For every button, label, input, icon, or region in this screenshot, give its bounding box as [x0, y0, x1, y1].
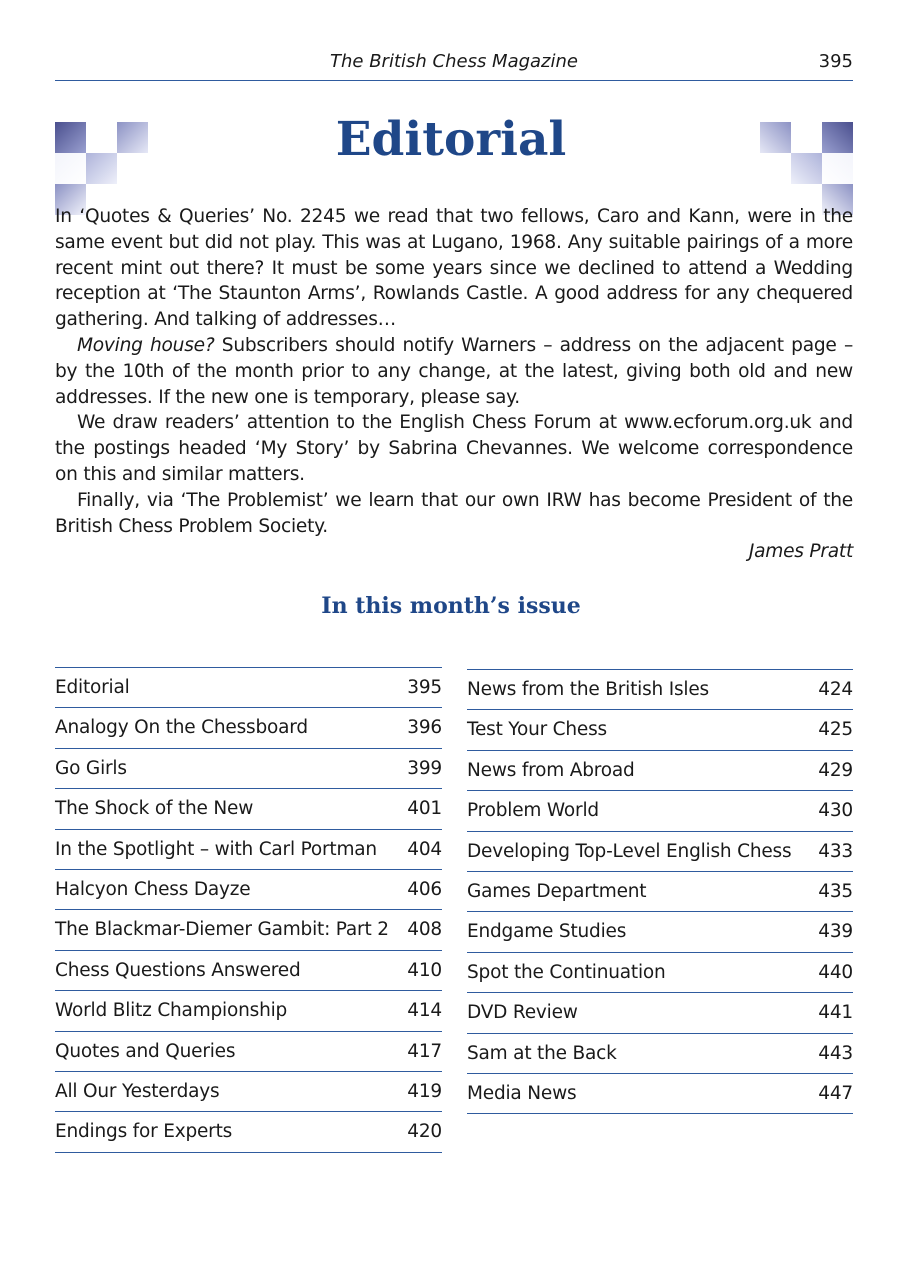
editorial-paragraph: In ‘Quotes & Queries’ No. 2245 we read that two fellows, Caro and Kann, were in the same event but did not play. This was at Lugano, 1968. Any suitable pairings of a more recent mint out there? It must be some years since we declined to attend a Wedding reception at ‘The Staunton Arms’, Rowlands Castle. A good address for any chequered gathering. And talking of addresses…: [55, 206, 853, 331]
toc-row[interactable]: [467, 670, 853, 710]
toc-page: 419: [407, 1080, 442, 1102]
toc-row[interactable]: [467, 872, 853, 912]
toc-title: Sam at the Back: [467, 1042, 617, 1064]
toc-page: 429: [818, 759, 853, 781]
toc-title: Endgame Studies: [467, 921, 627, 943]
toc-page: 399: [407, 757, 442, 779]
toc-row[interactable]: [55, 830, 442, 870]
toc-row[interactable]: [55, 870, 442, 910]
toc-row[interactable]: [55, 910, 442, 950]
toc-row[interactable]: [55, 991, 442, 1031]
toc-title: In the Spotlight – with Carl Portman: [55, 838, 377, 860]
contents-column-right: [467, 669, 853, 1114]
editorial-body: [55, 204, 853, 565]
toc-page: 401: [407, 798, 442, 820]
contents-heading: In this month’s issue: [321, 593, 581, 619]
toc-title: Editorial: [55, 677, 130, 698]
paragraph-lead: Moving house?: [77, 334, 215, 356]
toc-page: 406: [407, 878, 442, 900]
toc-row[interactable]: [55, 789, 442, 829]
toc-page: 395: [407, 677, 442, 698]
toc-title: Developing Top-Level English Chess: [467, 840, 792, 862]
toc-title: Endings for Experts: [55, 1121, 233, 1143]
toc-title: Go Girls: [55, 757, 127, 779]
toc-title: Quotes and Queries: [55, 1040, 236, 1062]
toc-title: News from the British Isles: [467, 679, 709, 700]
toc-row[interactable]: [467, 832, 853, 872]
toc-row[interactable]: [55, 1112, 442, 1152]
toc-page: 430: [818, 800, 853, 822]
toc-row[interactable]: [55, 708, 442, 748]
toc-page: 439: [818, 921, 853, 943]
toc-page: 441: [818, 1002, 853, 1024]
running-header: [55, 48, 853, 81]
magazine-title: The British Chess Magazine: [330, 51, 578, 72]
toc-row[interactable]: [467, 912, 853, 952]
toc-row[interactable]: [55, 749, 442, 789]
toc-page: 424: [818, 679, 853, 700]
toc-title: World Blitz Championship: [55, 1000, 288, 1022]
paragraph-text: Subscribers should notify Warners – address on the adjacent page – by the 10th of the month prior to any change, at the latest, giving both old and new addresses. If the new one is temporary, please say.: [55, 334, 853, 408]
toc-page: 417: [407, 1040, 442, 1062]
contents-column-left: [55, 667, 442, 1153]
toc-title: News from Abroad: [467, 759, 635, 781]
toc-row[interactable]: [467, 1074, 853, 1114]
toc-row[interactable]: [55, 1072, 442, 1112]
editorial-paragraph: Finally, via ‘The Problemist’ we learn that our own IRW has become President of the British Chess Problem Society.: [55, 489, 853, 537]
toc-page: 425: [818, 719, 853, 741]
toc-page: 396: [407, 717, 442, 739]
toc-page: 408: [407, 919, 442, 941]
toc-page: 404: [407, 838, 442, 860]
editorial-title: Editorial: [335, 112, 567, 167]
toc-title: DVD Review: [467, 1002, 578, 1024]
toc-row[interactable]: [467, 993, 853, 1033]
toc-title: Halcyon Chess Dayze: [55, 878, 251, 900]
toc-title: The Shock of the New: [55, 798, 254, 820]
page-number: 395: [818, 51, 853, 72]
toc-title: Problem World: [467, 800, 599, 822]
toc-row[interactable]: [55, 1032, 442, 1072]
toc-row[interactable]: [467, 751, 853, 791]
toc-row[interactable]: [55, 951, 442, 991]
toc-title: Media News: [467, 1082, 577, 1104]
toc-title: Chess Questions Answered: [55, 959, 301, 981]
toc-page: 440: [818, 961, 853, 983]
toc-title: Analogy On the Chessboard: [55, 717, 308, 739]
toc-title: Spot the Continuation: [467, 961, 666, 983]
toc-title: All Our Yesterdays: [55, 1080, 220, 1102]
editorial-signature: James Pratt: [748, 541, 853, 563]
toc-row[interactable]: [467, 953, 853, 993]
toc-page: 447: [818, 1082, 853, 1104]
toc-page: 443: [818, 1042, 853, 1064]
editorial-paragraph: [55, 333, 853, 410]
toc-row[interactable]: [467, 710, 853, 750]
toc-page: 433: [818, 840, 853, 862]
toc-page: 420: [407, 1121, 442, 1143]
toc-title: The Blackmar-Diemer Gambit: Part 2: [55, 919, 389, 941]
toc-row[interactable]: [467, 791, 853, 831]
toc-page: 414: [407, 1000, 442, 1022]
toc-page: 410: [407, 959, 442, 981]
editorial-paragraph: We draw readers’ attention to the English Chess Forum at www.ecforum.org.uk and the postings headed ‘My Story’ by Sabrina Chevannes. We welcome correspondence on this and similar matters.: [55, 412, 853, 485]
toc-page: 435: [818, 880, 853, 902]
toc-row[interactable]: [55, 668, 442, 708]
toc-title: Test Your Chess: [467, 719, 607, 741]
toc-title: Games Department: [467, 880, 647, 902]
toc-row[interactable]: [467, 1034, 853, 1074]
